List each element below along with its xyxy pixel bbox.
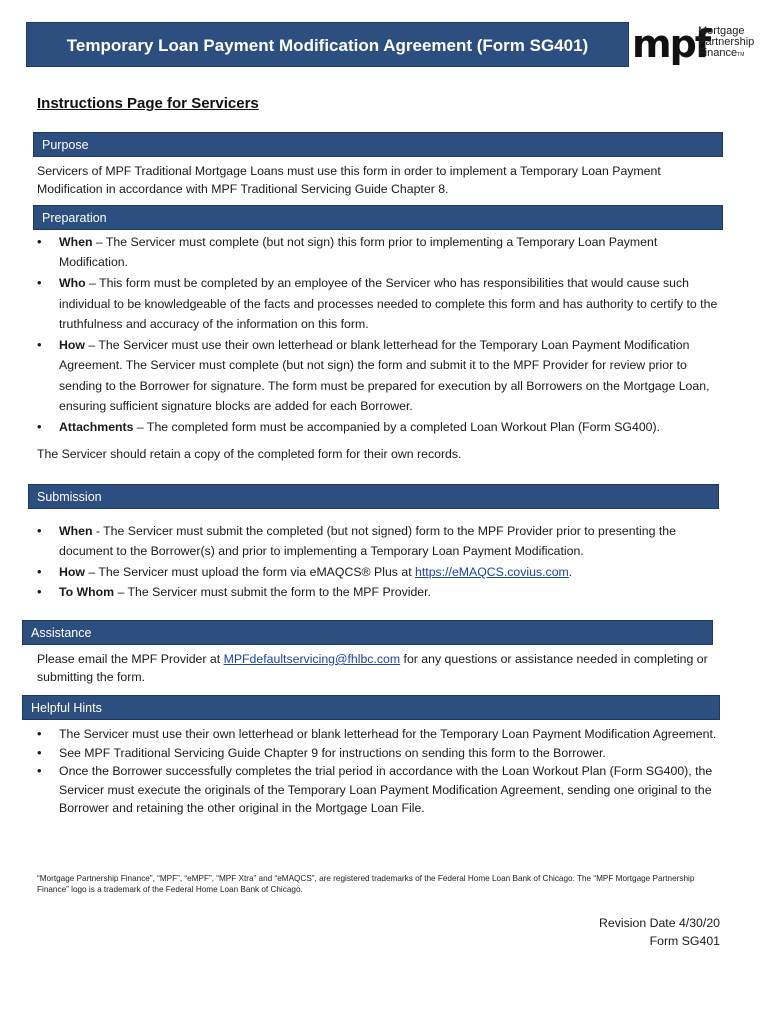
trademark-footnote: “Mortgage Partnership Finance”, “MPF”, “eMPF”, “MPF Xtra” and “eMAQCS”, are registered trademarks of the Federal Home Loan Bank of Chicago. The “MPF Mortgage Partnership Finance” logo is a trademark of the Federal Home Loan Bank of Chicago.	[37, 874, 695, 894]
logo-word-3: FinanceTM	[698, 47, 745, 59]
list-item: • When - The Servicer must submit the completed (but not signed) form to the MPF Provider prior to presenting the document to the Borrower(s) and prior to implementing a Temporary Loan Payment Modification.	[35, 521, 725, 562]
list-item: • Once the Borrower successfully completes the trial period in accordance with the Loan Workout Plan (Form SG400), the Servicer must execute the originals of the Temporary Loan Payment Modification Agreement, sending one original to the Borrower and retaining the other original in the Mortgage Loan File.	[35, 762, 725, 818]
submission-list	[35, 521, 725, 603]
assistance-heading: Assistance	[22, 620, 713, 645]
logo-word-2: Partnership	[698, 36, 755, 48]
list-item: • To Whom – The Servicer must submit the form to the MPF Provider.	[35, 582, 725, 602]
preparation-list	[35, 232, 725, 438]
assistance-text: Please email the MPF Provider at MPFdefaultservicing@fhlbc.com for any questions or assistance needed in completing or submitting the form.	[37, 652, 708, 684]
list-item: • How – The Servicer must upload the form via eMAQCS® Plus at https://eMAQCS.covius.com.	[35, 562, 725, 582]
logo-word-1: Mortgage	[698, 25, 745, 37]
submission-heading: Submission	[28, 484, 719, 509]
purpose-text: Servicers of MPF Traditional Mortgage Loans must use this form in order to implement a Temporary Loan Payment Modification in accordance with MPF Traditional Servicing Guide Chapter 8.	[37, 164, 661, 196]
form-title: Temporary Loan Payment Modification Agreement (Form SG401)	[26, 22, 629, 67]
list-item: • When – The Servicer must complete (but not sign) this form prior to implementing a Temporary Loan Payment Modification.	[35, 232, 725, 273]
logo-words	[698, 26, 754, 61]
list-item: • Attachments – The completed form must be accompanied by a completed Loan Workout Plan (Form SG400).	[35, 417, 725, 437]
revision-date: Revision Date 4/30/20	[599, 916, 720, 930]
hints-list	[35, 725, 725, 818]
purpose-heading: Purpose	[33, 132, 723, 157]
email-link[interactable]: MPFdefaultservicing@fhlbc.com	[223, 652, 401, 666]
list-item: • The Servicer must use their own letterhead or blank letterhead for the Temporary Loan Payment Modification Agreement.	[35, 725, 725, 744]
preparation-heading: Preparation	[33, 205, 723, 230]
form-number: Form SG401	[649, 934, 720, 948]
logo-mark: mpf	[632, 22, 710, 66]
list-item: • Who – This form must be completed by an employee of the Servicer who has responsibilities that would cause such individual to be knowledgeable of the facts and processes needed to complete this form and has authority to certify to the truthfulness and accuracy of the information on this form.	[35, 273, 725, 334]
mpf-logo	[632, 24, 762, 70]
logo-tm: TM	[737, 52, 745, 58]
revision-block	[599, 914, 720, 950]
hints-heading: Helpful Hints	[22, 695, 720, 720]
list-item: • How – The Servicer must use their own letterhead or blank letterhead for the Temporary Loan Payment Modification Agreement. The Servicer must complete (but not sign) the form and submit it to the MPF Provider for review prior to sending to the Borrower for signature. The form must be prepared for execution by all Borrowers on the Mortgage Loan, ensuring sufficient signature blocks are added for each Borrower.	[35, 335, 725, 417]
list-item: • See MPF Traditional Servicing Guide Chapter 9 for instructions on sending this form to the Borrower.	[35, 744, 725, 763]
emaqcs-link[interactable]: https://eMAQCS.covius.com	[415, 564, 569, 579]
retain-note: The Servicer should retain a copy of the completed form for their own records.	[37, 447, 462, 461]
page-heading: Instructions Page for Servicers	[37, 95, 259, 112]
